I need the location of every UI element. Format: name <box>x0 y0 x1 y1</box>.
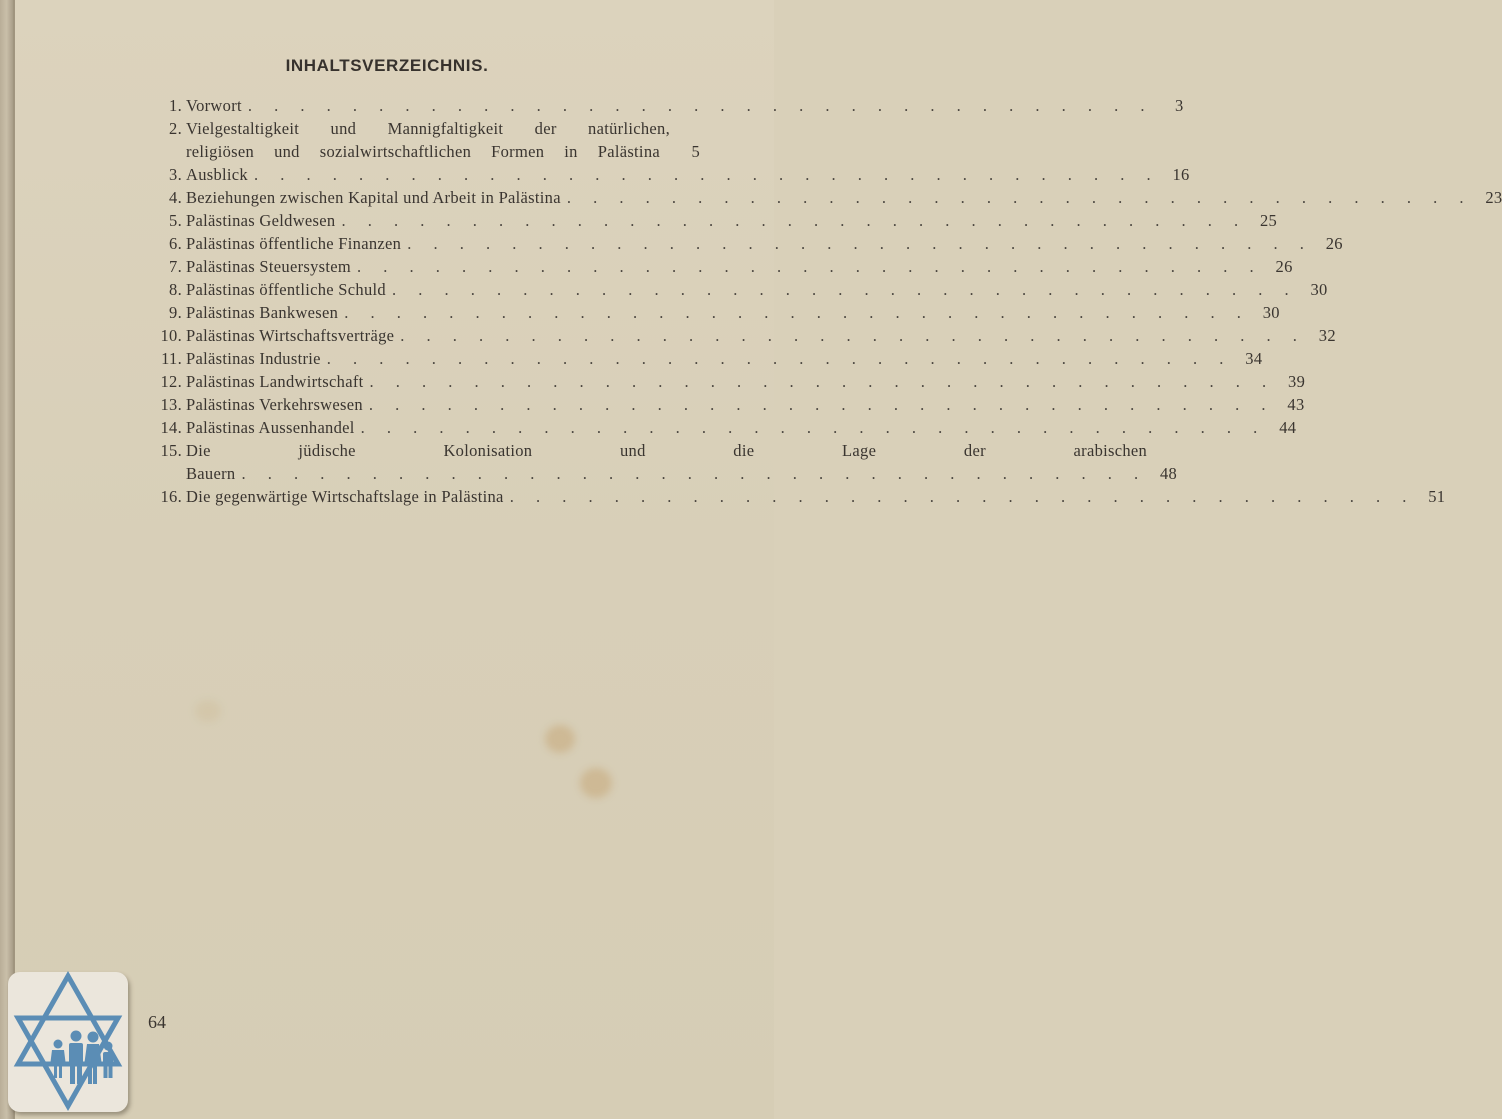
toc-entry <box>140 370 1306 393</box>
entry-title: Die gegenwärtige Wirtschaftslage in Palästina <box>186 487 504 506</box>
entry-line <box>186 255 1293 278</box>
entry-page-number: 30 <box>1310 280 1328 299</box>
entry-body <box>186 117 700 163</box>
entry-number: 3. <box>169 165 182 184</box>
entry-line <box>186 117 700 140</box>
entry-line <box>186 324 1336 347</box>
toc-entry <box>140 416 1297 439</box>
entry-page-number: 5 <box>691 142 700 161</box>
entry-title: Ausblick <box>186 165 248 184</box>
entry-line <box>186 209 1277 232</box>
leader-dots <box>561 186 1473 209</box>
entry-body <box>186 301 1280 324</box>
toc-entry <box>140 232 1343 255</box>
entry-title: Die jüdische Kolonisation und die Lage der arabischen <box>186 441 1148 460</box>
entry-number: 6. <box>169 234 182 253</box>
entry-body <box>186 485 1445 508</box>
leader-dots <box>242 94 1154 117</box>
entry-number: 7. <box>169 257 182 276</box>
entry-page-number: 34 <box>1245 349 1263 368</box>
entry-line <box>186 232 1343 255</box>
entry-page-number: 48 <box>1159 464 1178 483</box>
toc-entry <box>140 117 700 163</box>
book-binding <box>0 0 13 1119</box>
entry-title: Palästinas Wirtschaftsverträge <box>186 326 395 345</box>
entry-number: 5. <box>169 211 182 230</box>
toc-entry <box>140 324 1336 347</box>
entry-body <box>186 393 1305 416</box>
toc-entry <box>140 255 1293 278</box>
entry-number: 10. <box>160 326 182 345</box>
toc-entry <box>140 439 1178 485</box>
leader-dots <box>321 347 1233 370</box>
entry-title: Palästinas Industrie <box>186 349 321 368</box>
leader-dots <box>248 163 1160 186</box>
entry-line <box>186 347 1262 370</box>
entry-page-number: 44 <box>1279 418 1297 437</box>
entry-line <box>186 94 1184 117</box>
entry-title: Palästinas Geldwesen <box>186 211 336 230</box>
leader-dots <box>394 324 1306 347</box>
paper-stain <box>195 700 221 722</box>
leader-dots <box>355 416 1267 439</box>
entry-number: 9. <box>169 303 182 322</box>
entry-title: Palästinas öffentliche Finanzen <box>186 234 402 253</box>
leader-dots <box>504 485 1416 508</box>
leader-dots <box>363 393 1275 416</box>
toc-entry <box>140 393 1305 416</box>
entry-number: 13. <box>160 395 182 414</box>
entry-body <box>186 232 1343 255</box>
entry-body <box>186 370 1305 393</box>
entry-number: 4. <box>169 188 182 207</box>
entry-number: 11. <box>161 349 182 368</box>
entry-page-number: 3 <box>1174 96 1184 115</box>
toc-entry <box>140 186 1502 209</box>
entry-number: 1. <box>169 96 182 115</box>
table-of-contents <box>140 94 1502 508</box>
entry-line <box>186 278 1328 301</box>
leader-dots <box>338 301 1250 324</box>
leader-dots <box>351 255 1263 278</box>
entry-line <box>186 370 1305 393</box>
leader-dots <box>386 278 1298 301</box>
entry-page-number: 26 <box>1275 257 1293 276</box>
entry-page-number: 23 <box>1485 188 1502 207</box>
toc-entry <box>140 347 1263 370</box>
entry-body <box>186 347 1262 370</box>
entry-body <box>186 416 1296 439</box>
entry-title: Palästinas Steuersystem <box>186 257 352 276</box>
entry-title: Palästinas öffentliche Schuld <box>186 280 386 299</box>
toc-entry <box>140 301 1280 324</box>
entry-number: 14. <box>160 418 182 437</box>
entry-page-number: 43 <box>1287 395 1305 414</box>
entry-number: 12. <box>160 372 182 391</box>
leader-dots <box>401 232 1313 255</box>
entry-title: Vielgestaltigkeit und Mannigfaltigkeit der natürlichen, <box>186 119 670 138</box>
leader-dots <box>364 370 1276 393</box>
entry-number: 8. <box>169 280 182 299</box>
entry-title: Vorwort <box>186 96 242 115</box>
entry-line <box>186 439 1177 462</box>
entry-page-number: 51 <box>1428 487 1446 506</box>
entry-page-number: 32 <box>1318 326 1336 345</box>
entry-title: Beziehungen zwischen Kapital und Arbeit in Palästina <box>186 188 561 207</box>
entry-page-number: 39 <box>1288 372 1306 391</box>
entry-title: Palästinas Bankwesen <box>186 303 339 322</box>
entry-line <box>186 393 1305 416</box>
toc-entry <box>140 278 1328 301</box>
toc-entry <box>140 485 1446 508</box>
entry-body <box>186 324 1336 347</box>
watermark-logo <box>8 972 128 1112</box>
entry-number: 15. <box>160 441 182 460</box>
page-number: 64 <box>148 1012 166 1032</box>
entry-body <box>186 439 1177 485</box>
entry-line <box>186 163 1190 186</box>
entry-title: religiösen und sozialwirtschaftlichen Formen in Palästina <box>186 142 660 161</box>
paper-stain <box>545 725 575 753</box>
toc-entry <box>140 94 1184 117</box>
leader-dots <box>235 462 1147 485</box>
entry-title: Palästinas Aussenhandel <box>186 418 355 437</box>
entry-number: 2. <box>169 119 182 138</box>
entry-page-number: 30 <box>1262 303 1280 322</box>
entry-title: Bauern <box>186 464 236 483</box>
entry-title: Palästinas Landwirtschaft <box>186 372 364 391</box>
toc-heading: INHALTSVERZEICHNIS. <box>285 56 489 75</box>
toc-entry <box>140 163 1190 186</box>
star-of-david-family-icon <box>8 972 128 1112</box>
entry-page-number: 25 <box>1259 211 1278 230</box>
entry-body <box>186 255 1293 278</box>
entry-line <box>186 301 1280 324</box>
entry-body <box>186 209 1277 232</box>
leader-dots <box>335 209 1247 232</box>
entry-body <box>186 186 1502 209</box>
entry-line <box>186 186 1502 209</box>
entry-line <box>186 485 1445 508</box>
page-edge <box>13 0 15 1119</box>
toc-entry <box>140 209 1278 232</box>
entry-page-number: 16 <box>1172 165 1190 184</box>
entry-page-number: 26 <box>1325 234 1343 253</box>
entry-number: 16. <box>160 487 182 506</box>
paper-stain <box>580 768 612 798</box>
entry-title: Palästinas Verkehrswesen <box>186 395 363 414</box>
entry-body <box>186 94 1184 117</box>
entry-body <box>186 278 1328 301</box>
entry-body <box>186 163 1190 186</box>
entry-line <box>186 416 1296 439</box>
entry-line <box>186 462 1177 485</box>
entry-line <box>186 140 700 163</box>
